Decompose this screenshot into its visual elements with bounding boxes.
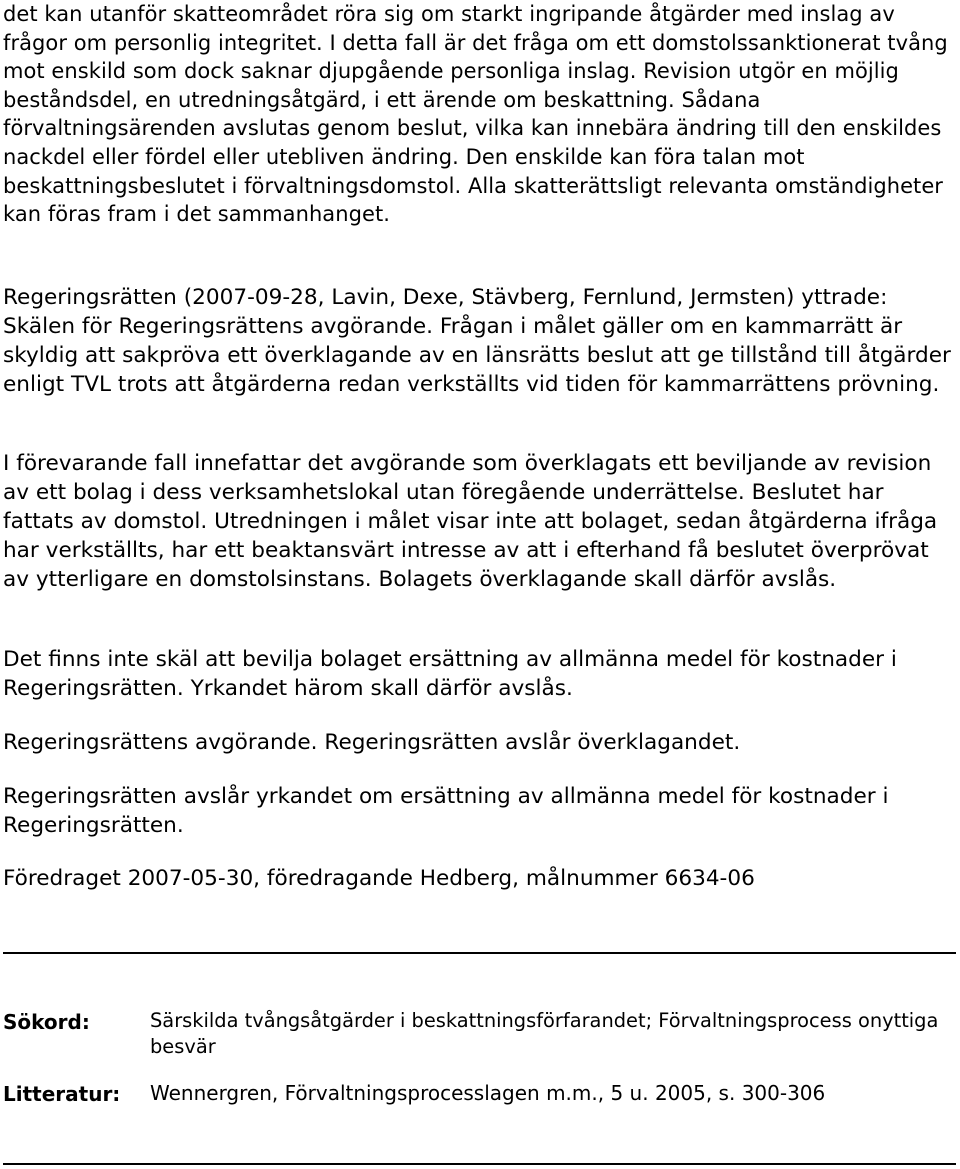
paragraph-foredraget: Föredraget 2007-05-30, föredragande Hedberg, målnummer 6634-06 — [3, 866, 755, 891]
paragraph-avslar-yrkandet: Regeringsrätten avslår yrkandet om ersättning av allmänna medel för kostnader i Regeringsrätten. — [3, 784, 889, 838]
litteratur-value: Wennergren, Förvaltningsprocesslagen m.m., 5 u. 2005, s. 300-306 — [150, 1081, 826, 1105]
paragraph-forevarande-fall: I förevarande fall innefattar det avgörande som överklagats ett beviljande av revision av ett bolag i dess verksamhetslokal utan föregående underrättelse. Beslutet har fattats av domstol. Utredningen i målet visar inte att bolaget, sedan åtgärderna ifråga har verkställts, har ett beaktansvärt intresse av att i efterhand få beslutet överprövat av ytterligare en domstolsinstans. Bolagets överklagande skall därför avslås. — [3, 451, 938, 592]
paragraph-avgorande: Regeringsrättens avgörande. Regeringsrätten avslår överklagandet. — [3, 730, 741, 755]
paragraph-regeringsratten-yttrade: Regeringsrätten (2007-09-28, Lavin, Dexe, Stävberg, Fernlund, Jermsten) yttrade: Skälen för Regeringsrättens avgörande. Frågan i målet gäller om en kammarrätt är skyldig att sakpröva ett överklagande av en länsrätts beslut att ge tillstånd till åtgärder enligt TVL trots att åtgärderna redan verkställts vid tiden för kammarrättens prövning. — [3, 285, 951, 397]
sokord-value: Särskilda tvångsåtgärder i beskattningsförfarandet; Förvaltningsprocess onyttiga besvär — [150, 1009, 939, 1058]
divider-top — [3, 952, 956, 954]
paragraph-intro: det kan utanför skatteområdet röra sig om starkt ingripande åtgärder med inslag av frågor om personlig integritet. I detta fall är det fråga om ett domstolssanktionerat tvång mot enskild som dock saknar djupgående personliga inslag. Revision utgör en möjlig beståndsdel, en utredningsåtgärd, i ett ärende om beskattning. Sådana förvaltningsärenden avslutas genom beslut, vilka kan innebära ändring till den enskildes nackdel eller fördel eller utebliven ändring. Den enskilde kan föra talan mot beskattningsbeslutet i förvaltningsdomstol. Alla skatterättsligt relevanta omständigheter kan föras fram i det sammanhanget. — [3, 2, 948, 227]
divider-bottom — [3, 1163, 956, 1165]
litteratur-label: Litteratur: — [3, 1082, 121, 1106]
paragraph-ersattning: Det finns inte skäl att bevilja bolaget ersättning av allmänna medel för kostnader i Regeringsrätten. Yrkandet härom skall därför avslås. — [3, 647, 897, 701]
sokord-label: Sökord: — [3, 1010, 90, 1034]
